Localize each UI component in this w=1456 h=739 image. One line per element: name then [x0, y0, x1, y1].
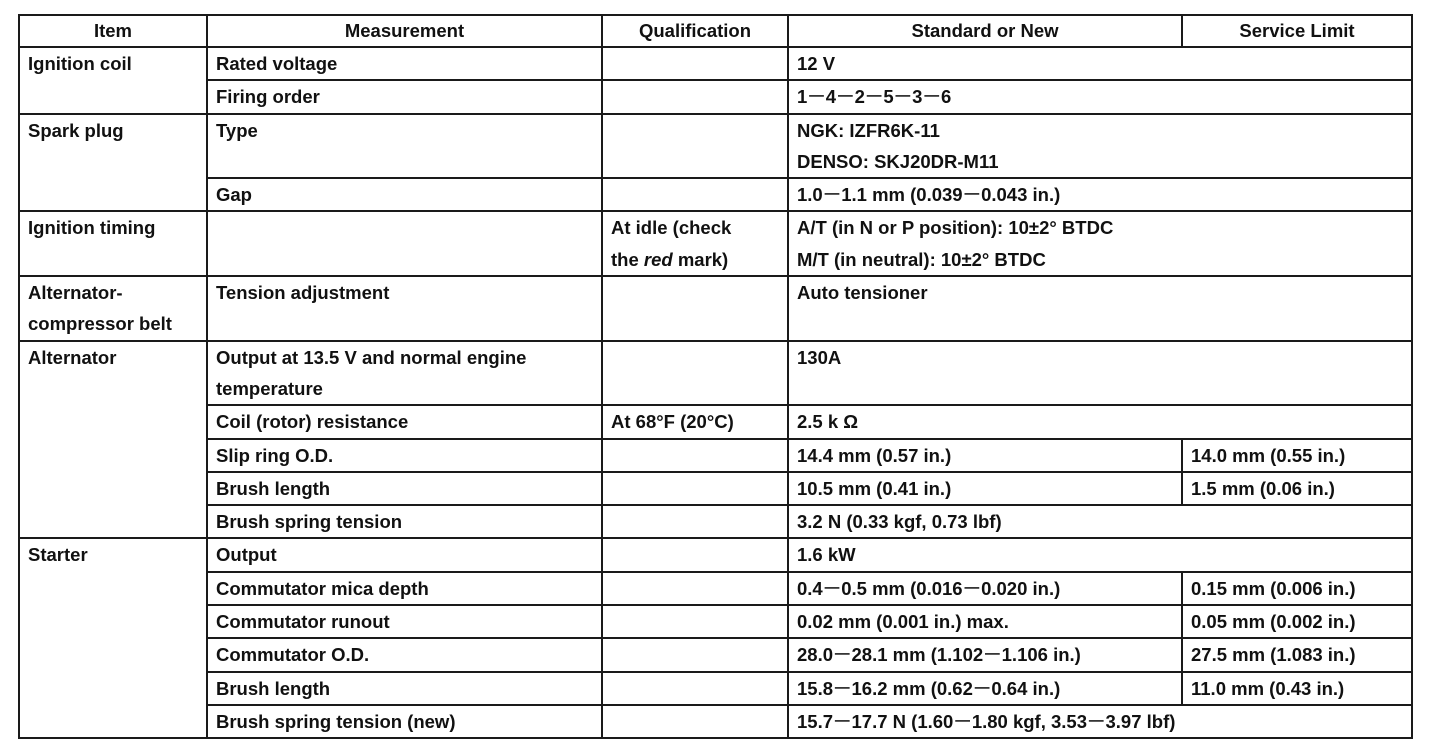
standard-type — [788, 114, 1412, 179]
item-belt — [19, 276, 207, 341]
header-qualification: Qualification — [602, 15, 788, 47]
table-row — [19, 439, 1412, 472]
qualification-cell — [602, 638, 788, 671]
qualification-cell — [602, 572, 788, 605]
table-row — [19, 572, 1412, 605]
measurement-starter-brush-spring: Brush spring tension (new) — [207, 705, 602, 738]
standard-firing-order: 1－4－2－5－3－6 — [788, 80, 1412, 113]
standard-mica-depth: 0.4－0.5 mm (0.016－0.020 in.) — [788, 572, 1182, 605]
qualification-cell — [602, 439, 788, 472]
measurement-line: Output at 13.5 V and normal engine — [216, 346, 527, 368]
qualification-line: At idle (check — [611, 217, 732, 239]
table-row — [19, 80, 1412, 113]
qualification-cell — [602, 341, 788, 406]
qualification-red-word: red — [643, 248, 673, 270]
measurement-alt-brush-spring: Brush spring tension — [207, 505, 602, 538]
standard-alternator-output: 130A — [788, 341, 1412, 406]
item-spark-plug: Spark plug — [19, 114, 207, 212]
measurement-alt-brush-length: Brush length — [207, 472, 602, 505]
limit-starter-brush-length: 11.0 mm (0.43 in.) — [1182, 672, 1412, 705]
standard-mt: M/T (in neutral): 10±2° BTDC — [797, 248, 1046, 270]
limit-slip-ring: 14.0 mm (0.55 in.) — [1182, 439, 1412, 472]
header-item: Item — [19, 15, 207, 47]
qualification-cell — [602, 276, 788, 341]
standard-commutator-od: 28.0－28.1 mm (1.102－1.106 in.) — [788, 638, 1182, 671]
standard-alt-brush-spring: 3.2 N (0.33 kgf, 0.73 lbf) — [788, 505, 1412, 538]
measurement-commutator-od: Commutator O.D. — [207, 638, 602, 671]
measurement-starter-brush-length: Brush length — [207, 672, 602, 705]
qualification-cell — [602, 538, 788, 571]
qualification-cell — [602, 178, 788, 211]
limit-alt-brush-length: 1.5 mm (0.06 in.) — [1182, 472, 1412, 505]
spec-table — [18, 14, 1413, 739]
limit-commutator-od: 27.5 mm (1.083 in.) — [1182, 638, 1412, 671]
limit-runout: 0.05 mm (0.002 in.) — [1182, 605, 1412, 638]
table-row — [19, 505, 1412, 538]
table-row — [19, 47, 1412, 80]
item-ignition-coil: Ignition coil — [19, 47, 207, 114]
standard-at: A/T (in N or P position): 10±2° BTDC — [797, 217, 1114, 239]
standard-alt-brush-length: 10.5 mm (0.41 in.) — [788, 472, 1182, 505]
table-row — [19, 276, 1412, 341]
qualification-text: the — [611, 248, 644, 270]
standard-type-denso: DENSO: SKJ20DR-M11 — [797, 150, 999, 172]
qualification-cell — [602, 672, 788, 705]
qualification-cell — [602, 114, 788, 179]
item-ignition-timing: Ignition timing — [19, 211, 207, 276]
qualification-cell — [602, 505, 788, 538]
table-row — [19, 211, 1412, 276]
table-row — [19, 538, 1412, 571]
limit-mica-depth: 0.15 mm (0.006 in.) — [1182, 572, 1412, 605]
measurement-starter-output: Output — [207, 538, 602, 571]
standard-runout: 0.02 mm (0.001 in.) max. — [788, 605, 1182, 638]
measurement-alternator-output — [207, 341, 602, 406]
item-belt-line: compressor belt — [28, 313, 172, 335]
header-standard: Standard or New — [788, 15, 1182, 47]
measurement-slip-ring: Slip ring O.D. — [207, 439, 602, 472]
measurement-coil-resistance: Coil (rotor) resistance — [207, 405, 602, 438]
standard-rated-voltage: 12 V — [788, 47, 1412, 80]
standard-slip-ring: 14.4 mm (0.57 in.) — [788, 439, 1182, 472]
standard-type-ngk: NGK: IZFR6K-11 — [797, 119, 940, 141]
table-row — [19, 605, 1412, 638]
standard-starter-brush-spring: 15.7－17.7 N (1.60－1.80 kgf, 3.53－3.97 lbf) — [788, 705, 1412, 738]
standard-starter-brush-length: 15.8－16.2 mm (0.62－0.64 in.) — [788, 672, 1182, 705]
qualification-cell — [602, 605, 788, 638]
measurement-mica-depth: Commutator mica depth — [207, 572, 602, 605]
measurement-runout: Commutator runout — [207, 605, 602, 638]
header-measurement: Measurement — [207, 15, 602, 47]
item-alternator: Alternator — [19, 341, 207, 539]
measurement-line: temperature — [216, 377, 323, 399]
standard-ignition-timing — [788, 211, 1412, 276]
standard-starter-output: 1.6 kW — [788, 538, 1412, 571]
item-starter: Starter — [19, 538, 207, 738]
measurement-firing-order: Firing order — [207, 80, 602, 113]
qualification-cell — [602, 705, 788, 738]
table-row — [19, 178, 1412, 211]
standard-tension-adjustment: Auto tensioner — [788, 276, 1412, 341]
qualification-cell — [602, 47, 788, 80]
standard-gap: 1.0－1.1 mm (0.039－0.043 in.) — [788, 178, 1412, 211]
table-row — [19, 114, 1412, 179]
measurement-gap: Gap — [207, 178, 602, 211]
measurement-cell — [207, 211, 602, 276]
qualification-cell — [602, 472, 788, 505]
table-row — [19, 705, 1412, 738]
table-row — [19, 472, 1412, 505]
table-row — [19, 405, 1412, 438]
header-service-limit: Service Limit — [1182, 15, 1412, 47]
measurement-type: Type — [207, 114, 602, 179]
table-row — [19, 341, 1412, 406]
qualification-line — [611, 244, 779, 275]
item-belt-line: Alternator- — [28, 282, 123, 304]
measurement-tension-adjustment: Tension adjustment — [207, 276, 602, 341]
table-row — [19, 672, 1412, 705]
qualification-text: mark) — [672, 248, 729, 270]
qualification-ignition-timing — [602, 211, 788, 276]
table-row — [19, 638, 1412, 671]
header-row — [19, 15, 1412, 47]
measurement-rated-voltage: Rated voltage — [207, 47, 602, 80]
qualification-cell — [602, 80, 788, 113]
standard-coil-resistance: 2.5 k Ω — [788, 405, 1412, 438]
qualification-coil-resistance: At 68°F (20°C) — [602, 405, 788, 438]
